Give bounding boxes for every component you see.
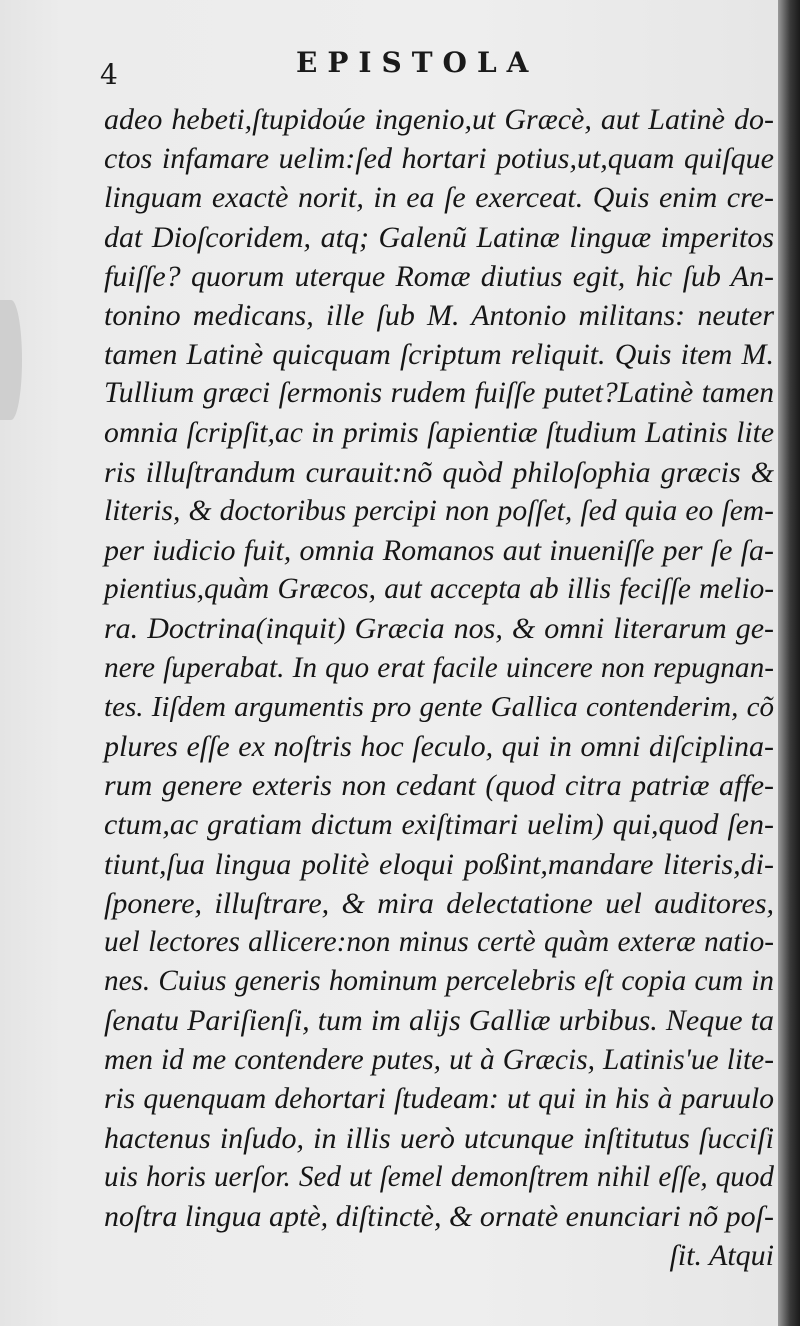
text-line: omnia ſcripſit,ac in primis ſapientiæ ſtudium Latinis lite: [104, 416, 774, 449]
text-line: ctos infamare uelim:ſed hortari potius,ut,quam quiſque: [104, 142, 774, 176]
text-line: rum genere exteris non cedant (quod citra patriæ affe-: [104, 769, 774, 803]
text-line: uel lectores allicere:non minus certè quàm exteræ natio-: [104, 925, 774, 958]
text-line: uis horis uerſor. Sed ut ſemel demonſtrem nihil eſſe, quod: [104, 1161, 774, 1194]
text-line: ſit. Atqui: [669, 1239, 774, 1273]
text-line: noſtra lingua aptè, diſtinctè, & ornatè enunciari nõ poſ-: [104, 1200, 774, 1234]
text-line: men id me contendere putes, ut à Græcis, Latinis'ue lite-: [104, 1043, 774, 1076]
text-line: linguam exactè norit, in ea ſe exerceat. Quis enim cre-: [104, 181, 774, 215]
text-line: tamen Latinè quicquam ſcriptum reliquit. Quis item M.: [104, 338, 774, 372]
text-line: nes. Cuius generis hominum percelebris eſt copia cum in: [104, 965, 774, 998]
text-line: ſponere, illuſtrare, & mira delectatione uel auditores,: [104, 886, 774, 920]
running-head: EPISTOLA: [296, 46, 539, 79]
body-text: [104, 100, 774, 1276]
book-spine: [778, 0, 800, 1326]
text-line: per iudicio fuit, omnia Romanos aut inueniſſe per ſe ſa-: [104, 534, 774, 568]
text-line: nere ſuperabat. In quo erat facile uincere non repugnan-: [104, 651, 774, 684]
page-tear: [0, 300, 22, 420]
text-line: ſenatu Pariſienſi, tum im alijs Galliæ urbibus. Neque ta: [104, 1004, 774, 1038]
text-line: ra. Doctrina(inquit) Græcia nos, & omni literarum ge-: [104, 612, 774, 646]
text-line: dat Dioſcoridem, atq; Galenũ Latinæ linguæ imperitos: [104, 220, 774, 254]
text-line: ctum,ac gratiam dictum exiſtimari uelim) qui,quod ſen-: [104, 808, 774, 842]
text-line: literis, & doctoribus percipi non poſſet, ſed quia eo ſem-: [104, 494, 774, 527]
text-line: ris quenquam dehortari ſtudeam: ut qui in his à paruulo: [104, 1082, 774, 1115]
text-line: fuiſſe? quorum uterque Romæ diutius egit, hic ſub An-: [104, 259, 774, 293]
text-line: tiunt,ſua lingua politè eloqui poßint,mandare literis,di-: [104, 847, 774, 881]
page-number: 4: [100, 58, 118, 91]
text-line: tes. Iiſdem argumentis pro gente Gallica contenderim, cõ: [104, 690, 774, 723]
text-line: hactenus inſudo, in illis uerò utcunque inſtitutus ſucciſi: [104, 1121, 774, 1155]
text-line: tonino medicans, ille ſub M. Antonio militans: neuter: [104, 298, 774, 332]
text-line: adeo hebeti,ſtupidoúe ingenio,ut Græcè, aut Latinè do-: [104, 103, 774, 136]
text-line: Tullium græci ſermonis rudem fuiſſe putet?Latinè tamen: [104, 377, 774, 410]
text-line: plures eſſe ex noſtris hoc ſeculo, qui in omni diſciplina-: [104, 730, 774, 763]
text-line: ris illuſtrandum curauit:nõ quòd philoſophia græcis &: [104, 455, 774, 489]
text-line: pientius,quàm Græcos, aut accepta ab illis feciſſe melio-: [104, 573, 774, 606]
